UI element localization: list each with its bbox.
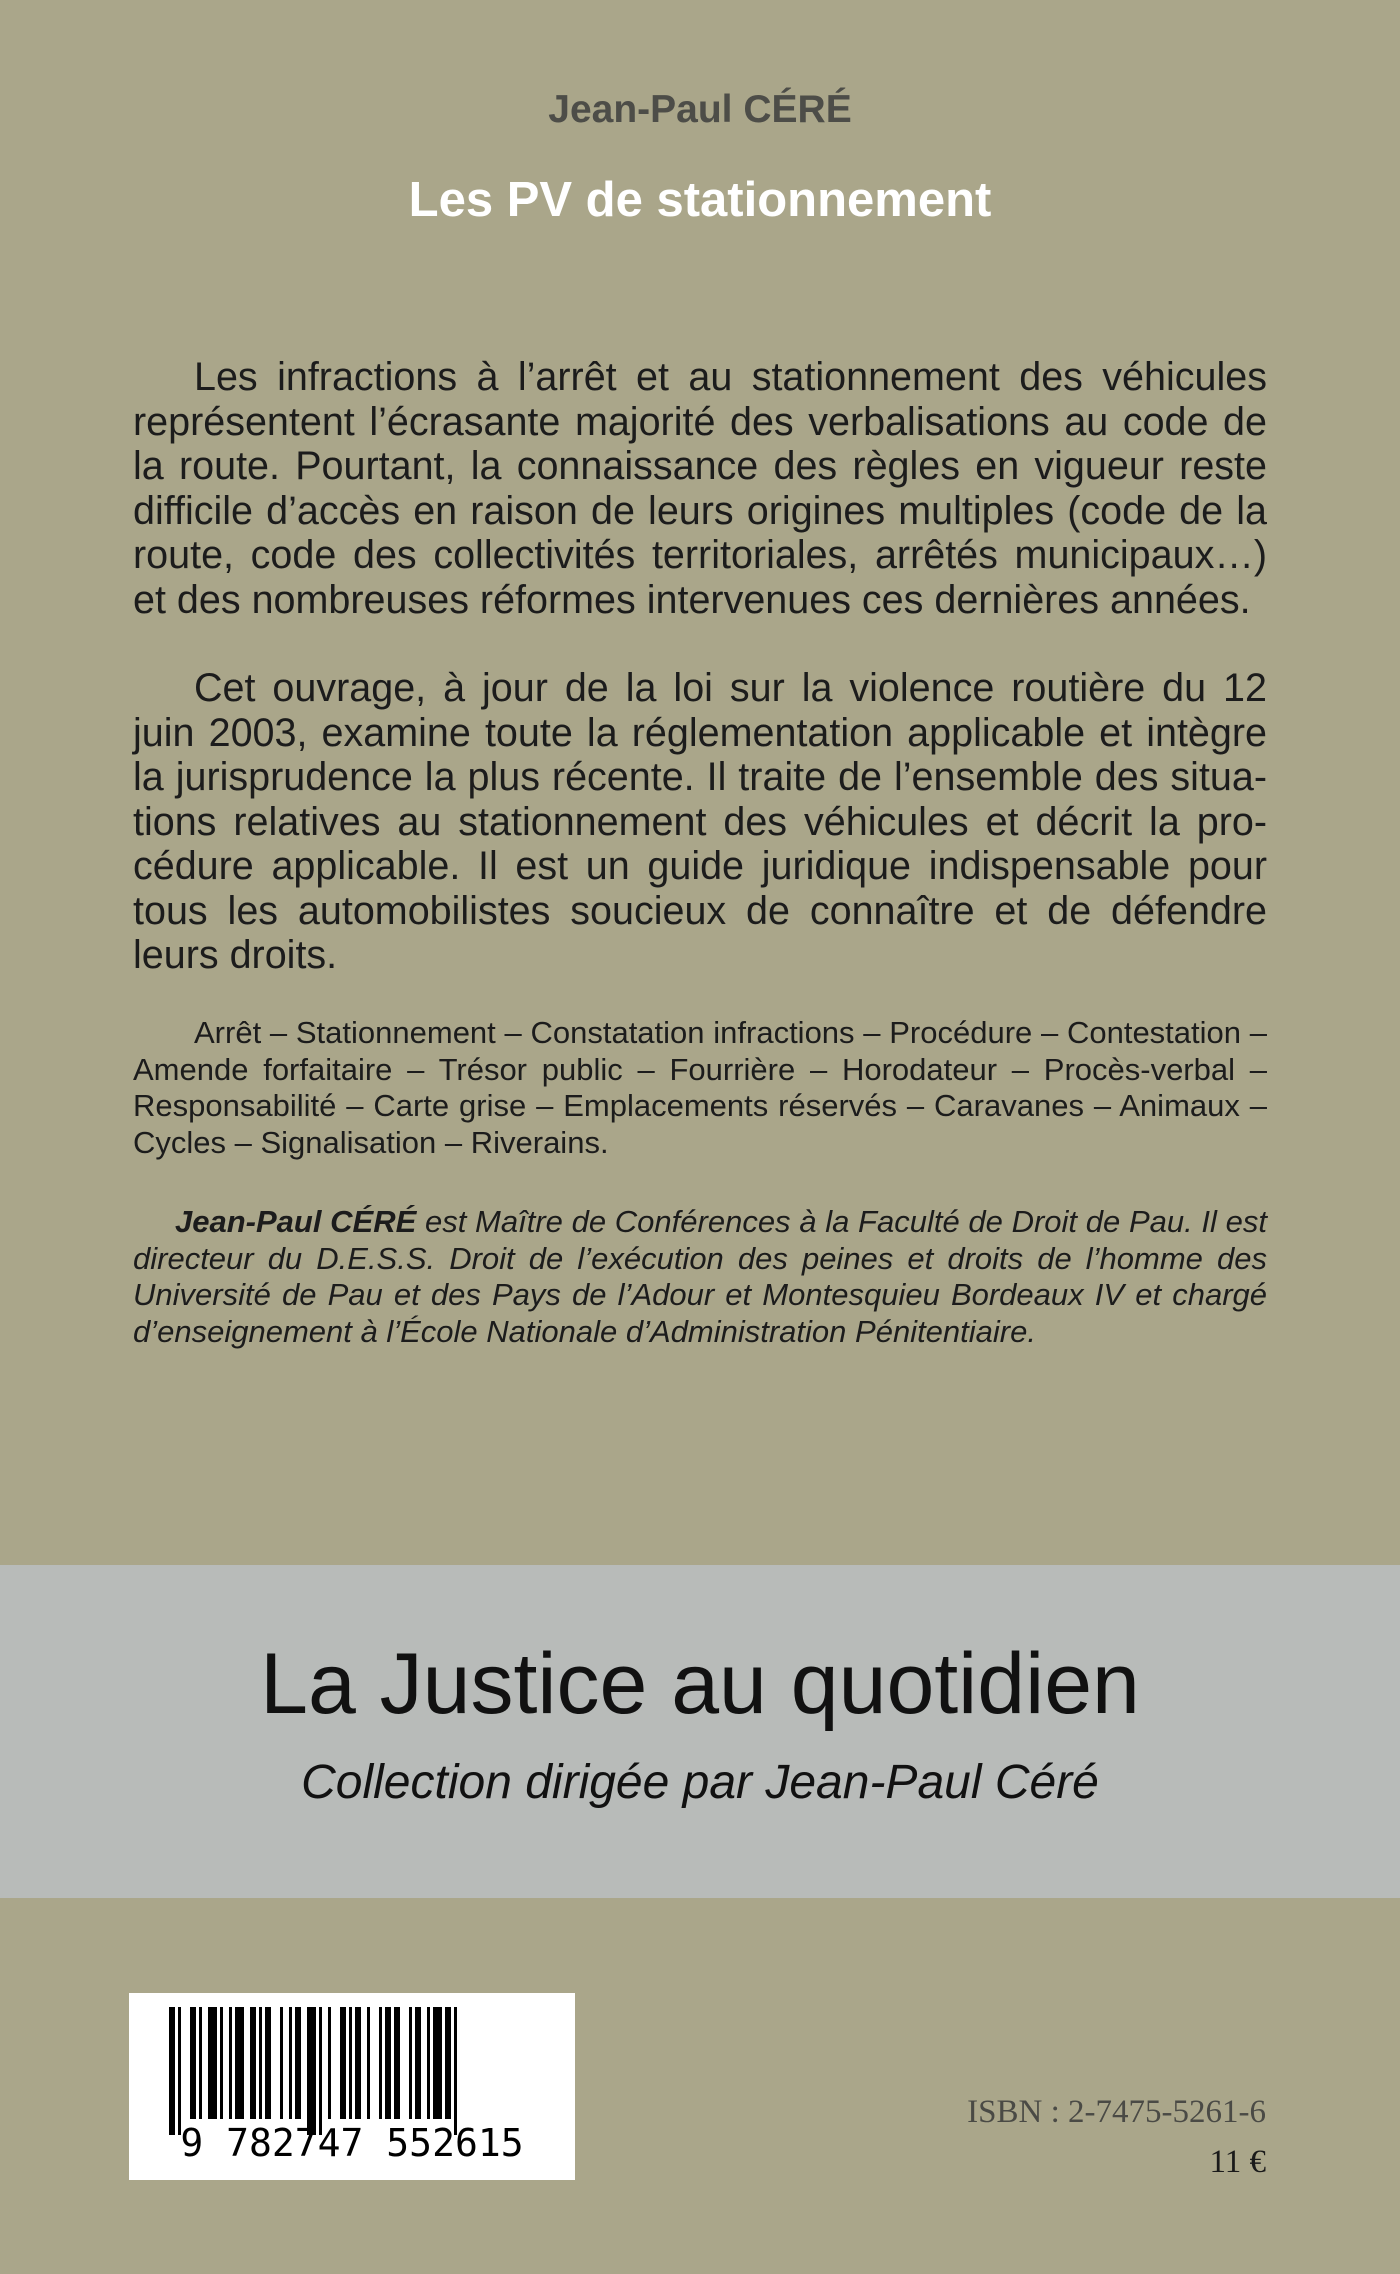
author-bio — [133, 1204, 1267, 1350]
blurb-paragraph-1: Les infractions à l’arrêt et au stationnement des véhicules représentent l’écrasante majorité des verbalisations au code de la route. Pourtant, la connaissance des règles en vigueur reste difficile d’accès en raison de leurs origines multiples (code de la route, code des collectivités territoriales, arrêtés municipaux…) et des nombreuses réformes intervenues ces dernières années. — [133, 355, 1267, 622]
barcode-bar — [394, 2007, 400, 2119]
price: 11 € — [1209, 2144, 1266, 2180]
barcode — [129, 1993, 575, 2180]
barcode-bar — [379, 2007, 382, 2119]
barcode-bar — [349, 2007, 352, 2119]
barcode-bar — [445, 2007, 451, 2119]
barcode-bar — [199, 2007, 202, 2119]
barcode-bar — [328, 2007, 331, 2119]
barcode-bar — [265, 2007, 271, 2119]
isbn: ISBN : 2-7475-5261-6 — [967, 2094, 1266, 2130]
author-bio-text: est Maître de Conférences à la Faculté de Droit de Pau. Il est directeur du D.E.S.S. Droit de l’exécution des peines et droits de l’homme des Université de Pau et des Pays de l’Adour et Montesquieu Bordeaux IV et chargé d’enseignement à l’École Nationale d’Administration Pénitentiaire. — [133, 1204, 1267, 1349]
barcode-bar — [169, 2007, 175, 2135]
barcode-bar — [433, 2007, 442, 2119]
book-title: Les PV de stationnement — [408, 173, 992, 227]
barcode-bar — [280, 2007, 283, 2119]
collection-title: La Justice au quotidien — [260, 1636, 1140, 1732]
barcode-bar — [355, 2007, 361, 2119]
blurb-paragraph-2: Cet ouvrage, à jour de la loi sur la violence routière du 12 juin 2003, examine toute la réglementation applicable et intègre la jurisprudence la plus récente. Il traite de l’ensemble des situations relatives au stationnement des véhicules et décrit la procédure applicable. Il est un guide juridique indispensable pour tous les automobilistes soucieux de connaître et de défendre leurs droits. — [133, 666, 1267, 977]
barcode-bar — [454, 2007, 457, 2135]
barcode-bar — [220, 2007, 223, 2119]
barcode-bar — [415, 2007, 421, 2119]
barcode-bar — [235, 2007, 244, 2119]
barcode-bar — [319, 2007, 322, 2135]
barcode-bar — [367, 2007, 370, 2119]
barcode-bar — [340, 2007, 346, 2119]
keywords-list: Arrêt – Stationnement – Constatation infractions – Procédure – Contestation – Amende forfaitaire – Trésor public – Fourrière – Horodateur – Procès-verbal – Responsabilité – Carte grise – Emplacements réservés – Caravanes – Animaux – Cycles – Signalisation – Riverains. — [133, 1015, 1267, 1160]
barcode-bar — [250, 2007, 256, 2119]
barcode-bar — [178, 2007, 181, 2135]
barcode-number: 9 782747 552615 — [180, 2121, 524, 2165]
barcode-bar — [190, 2007, 196, 2119]
barcode-bar — [208, 2007, 217, 2119]
barcode-bar — [295, 2007, 301, 2119]
barcode-bar — [259, 2007, 262, 2119]
collection-director: Collection dirigée par Jean-Paul Céré — [301, 1756, 1099, 1809]
barcode-bar — [229, 2007, 232, 2119]
barcode-bar — [385, 2007, 391, 2119]
barcode-bar — [307, 2007, 316, 2135]
barcode-bar — [427, 2007, 430, 2119]
author-bio-name: Jean-Paul CÉRÉ — [175, 1204, 417, 1239]
barcode-bar — [409, 2007, 412, 2119]
barcode-bar — [289, 2007, 292, 2119]
author-name: Jean-Paul CÉRÉ — [548, 88, 852, 131]
